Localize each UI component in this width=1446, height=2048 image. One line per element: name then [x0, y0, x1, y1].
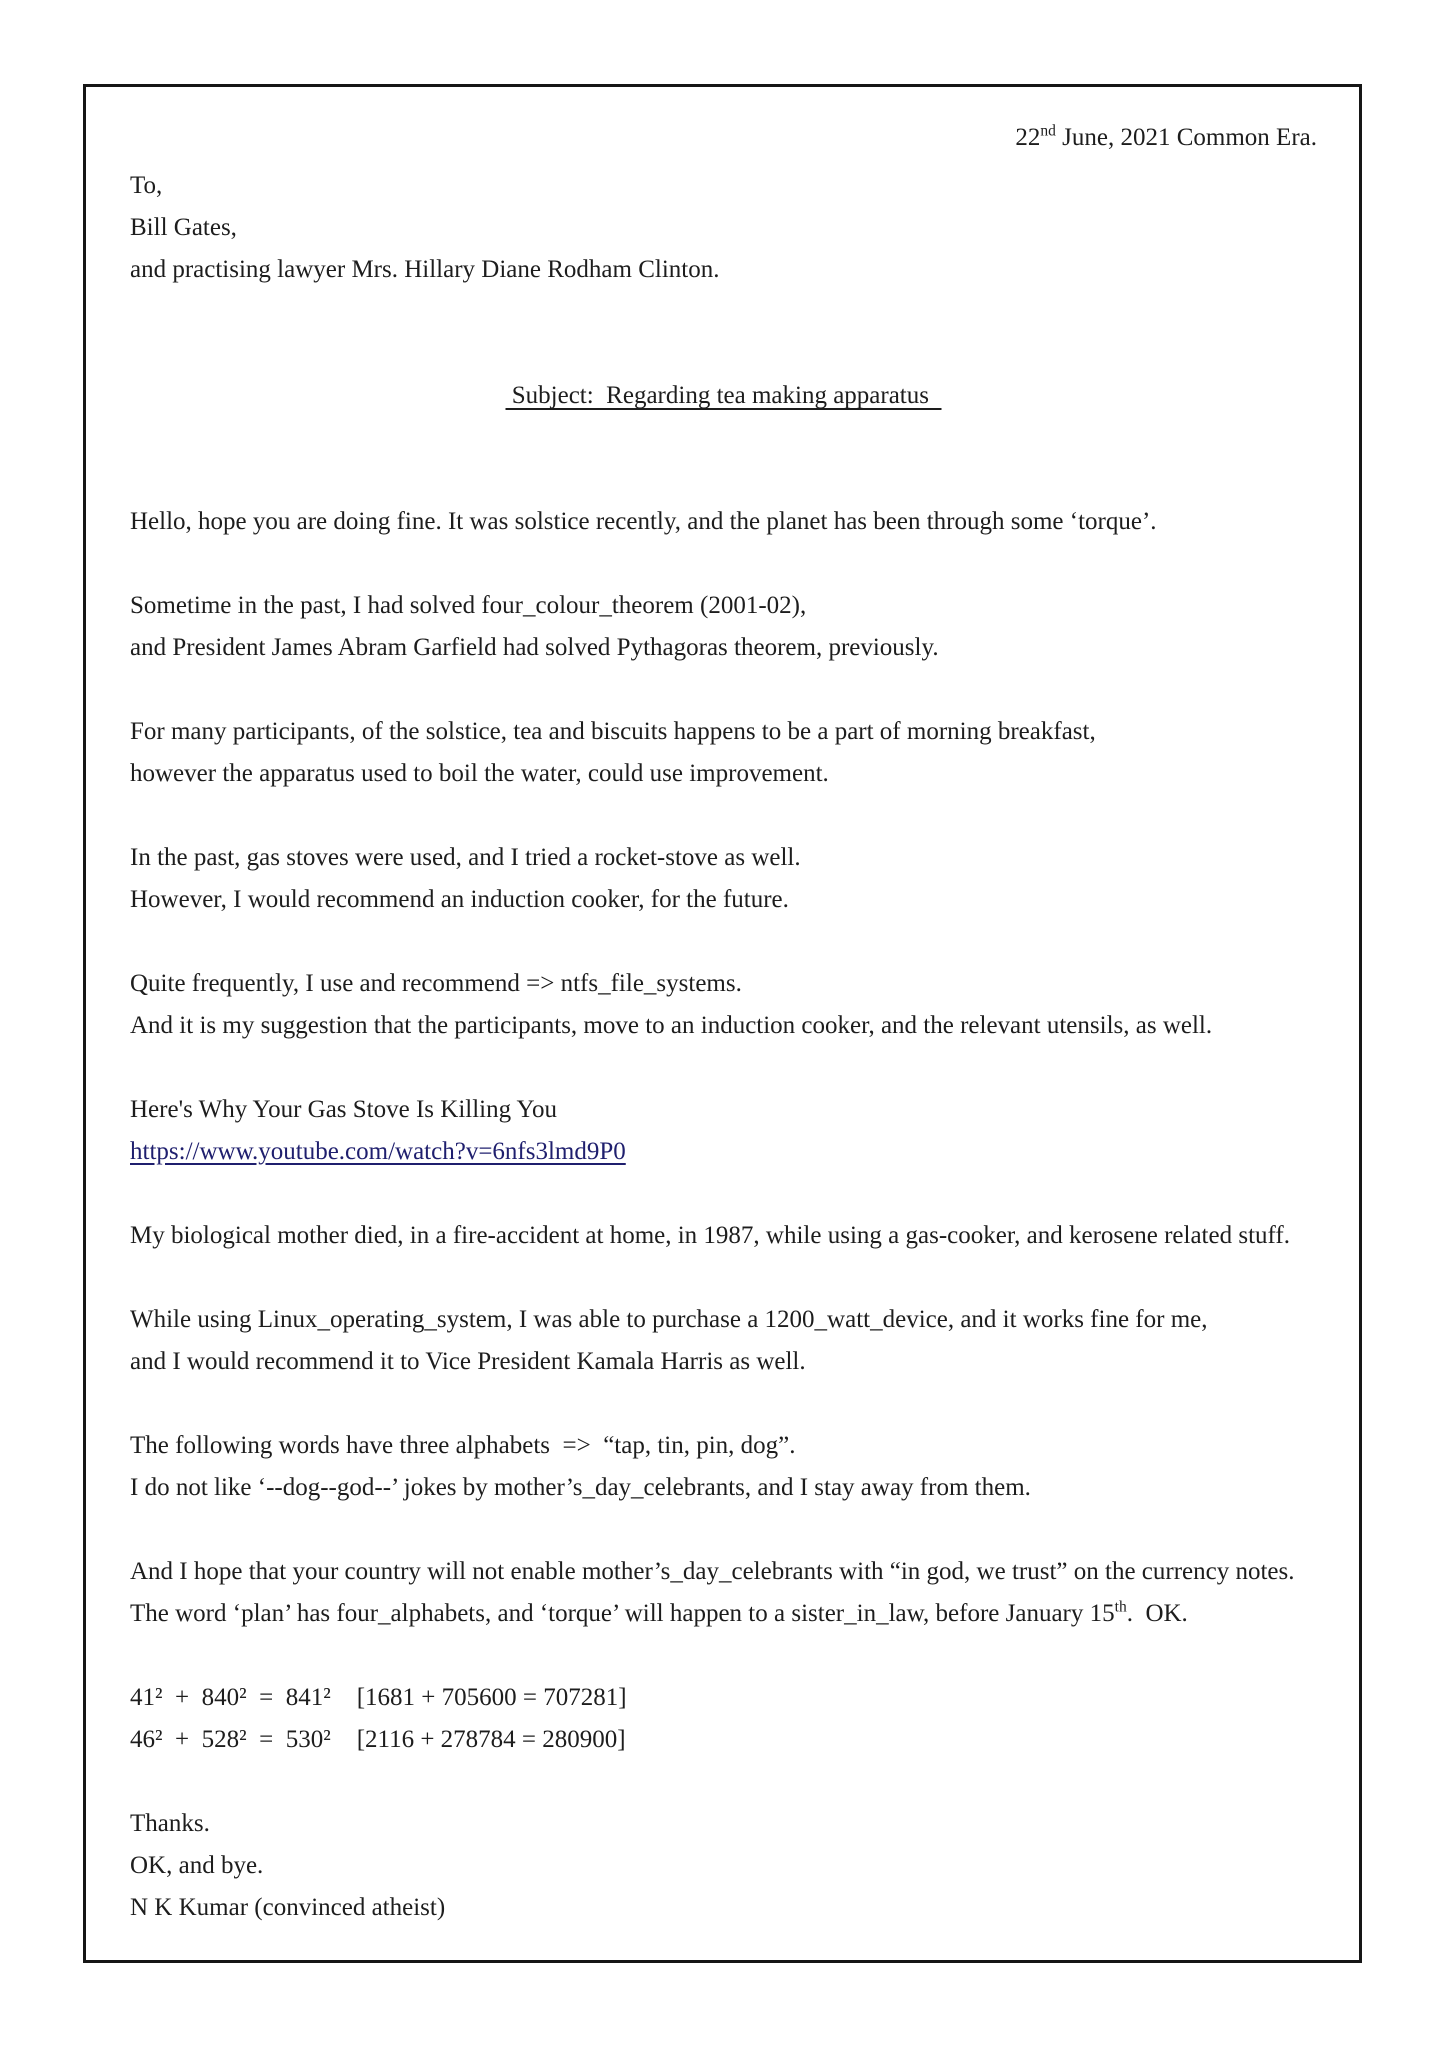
paragraph-for-many: For many participants, of the solstice, tea and biscuits happens to be a part of morning breakfast,: [130, 718, 1096, 745]
recipient-salutation: To,: [130, 172, 163, 199]
paragraph-and-it-is: And it is my suggestion that the participants, move to an induction cooker, and the relevant utensils, as well.: [130, 1012, 1213, 1039]
subject-line: [130, 375, 1317, 417]
closing-thanks: Thanks.: [130, 1810, 210, 1837]
letter-border-frame: [83, 84, 1362, 1963]
youtube-link[interactable]: https://www.youtube.com/watch?v=6nfs3lmd9P0: [130, 1138, 626, 1165]
paragraph-and-president: and President James Abram Garfield had solved Pythagoras theorem, previously.: [130, 634, 939, 661]
date-ordinal-superscript: nd: [1040, 122, 1056, 140]
paragraph-sometime: Sometime in the past, I had solved four_colour_theorem (2001-02),: [130, 592, 807, 619]
equation-line-1: [130, 1677, 1317, 1719]
paragraph-however-recommend: However, I would recommend an induction cooker, for the future.: [130, 886, 789, 913]
recipient-second: and practising lawyer Mrs. Hillary Diane Rodham Clinton.: [130, 256, 720, 283]
date-line: [130, 117, 1317, 159]
paragraph-my-biological: My biological mother died, in a fire-accident at home, in 1987, while using a gas-cooker, and kerosene related stuff.: [130, 1222, 1290, 1249]
closing-ok-bye: OK, and bye.: [130, 1852, 264, 1879]
paragraph-hello: Hello, hope you are doing fine. It was solstice recently, and the planet has been through some ‘torque’.: [130, 508, 1157, 535]
paragraph-i-do-not-like: I do not like ‘--dog--god--’ jokes by mother’s_day_celebrants, and I stay away from them.: [130, 1474, 1031, 1501]
date-day: 22: [1015, 124, 1041, 151]
paragraph-three-alphabets: The following words have three alphabets => “tap, tin, pin, dog”.: [130, 1432, 796, 1459]
equation-line-2: [130, 1719, 1317, 1761]
paragraph-however-apparatus: however the apparatus used to boil the water, could use improvement.: [130, 760, 829, 787]
equation-1-lhs: 41² + 840² = 841²: [130, 1684, 331, 1711]
paragraph-heres-why: Here's Why Your Gas Stove Is Killing You: [130, 1096, 557, 1123]
fifteenth-ordinal-superscript: th: [1114, 1598, 1127, 1616]
the-word-plan-tail: . OK.: [1126, 1600, 1188, 1627]
paragraph-the-word-plan: [130, 1593, 1317, 1635]
equation-1-check: [1681 + 705600 = 707281]: [356, 1684, 627, 1711]
equation-2-lhs: 46² + 528² = 530²: [130, 1726, 331, 1753]
paragraph-in-the-past: In the past, gas stoves were used, and I tried a rocket-stove as well.: [130, 844, 801, 871]
paragraph-quite-frequently: Quite frequently, I use and recommend => ntfs_file_systems.: [130, 970, 742, 997]
subject-text: Subject: Regarding tea making apparatus: [505, 382, 942, 409]
paragraph-and-i-hope: And I hope that your country will not enable mother’s_day_celebrants with “in god, we trust” on the currency notes.: [130, 1558, 1295, 1585]
paragraph-and-kamala: and I would recommend it to Vice President Kamala Harris as well.: [130, 1348, 806, 1375]
paragraph-while-using: While using Linux_operating_system, I was able to purchase a 1200_watt_device, and it works fine for me,: [130, 1306, 1208, 1333]
recipient-name: Bill Gates,: [130, 214, 237, 241]
signature: N K Kumar (convinced atheist): [130, 1894, 446, 1921]
link-line: [130, 1131, 1317, 1173]
the-word-plan-text: The word ‘plan’ has four_alphabets, and ‘torque’ will happen to a sister_in_law, before January 15: [130, 1600, 1115, 1627]
date-rest: June, 2021 Common Era.: [1055, 124, 1317, 151]
equation-2-check: [2116 + 278784 = 280900]: [356, 1726, 626, 1753]
